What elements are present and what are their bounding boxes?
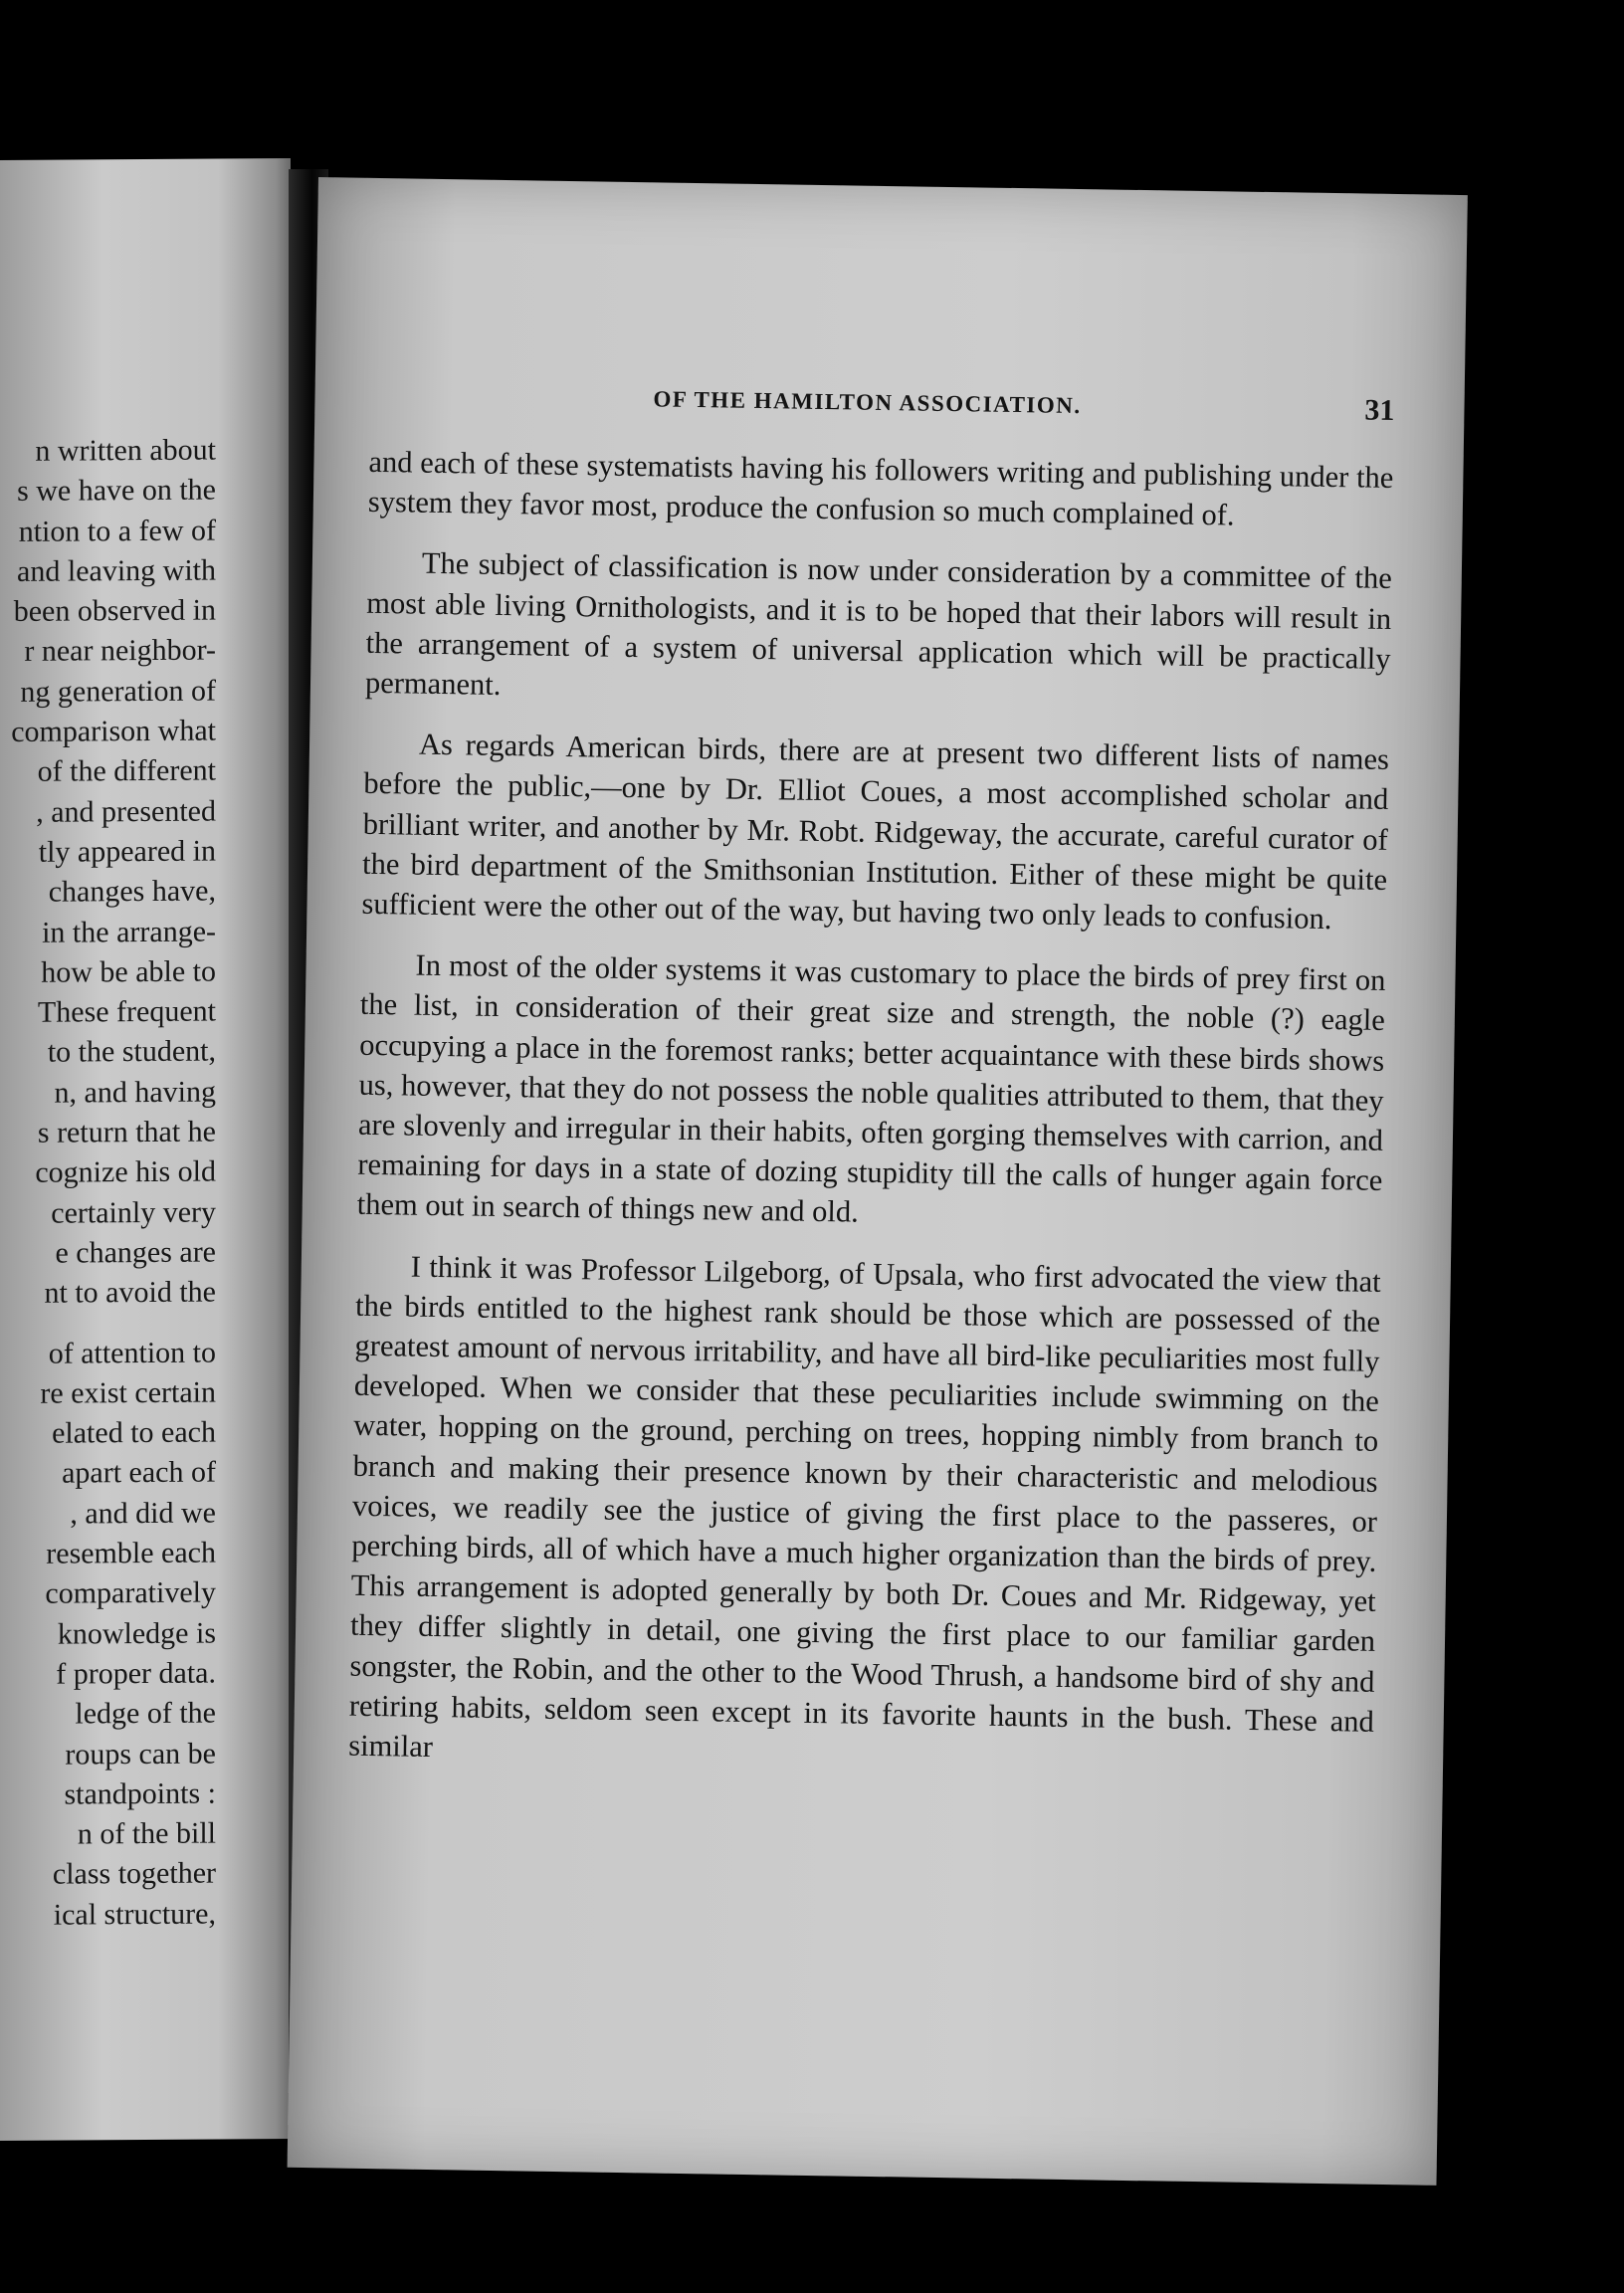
paragraph-1: and each of these systematists having his followers writing and publishing under the system they favor most, produce the confusion so much complained of.	[367, 444, 1394, 532]
left-page-line: knowledge is	[57, 1616, 216, 1651]
left-page-line: of the different	[37, 753, 216, 789]
left-page-line: f proper data.	[56, 1656, 216, 1691]
left-page-line: to the student,	[47, 1034, 216, 1070]
left-page-line: in the arrange-	[42, 915, 216, 949]
left-page-line: ledge of the	[75, 1696, 216, 1731]
left-page-line: and leaving with	[17, 553, 216, 588]
running-head: OF THE HAMILTON ASSOCIATION.	[653, 386, 1082, 419]
left-page-line: These frequent	[37, 994, 216, 1029]
left-page-line: elated to each	[52, 1415, 216, 1450]
left-page-line: ntion to a few of	[18, 514, 216, 548]
paragraph-2: The subject of classification is now under consideration by a committee of the most able living Ornithologists, and it is to be hoped that their labors will result in the arrangement of a system of universal application which will be practically permanent.	[364, 546, 1393, 702]
left-page-line: been observed in	[13, 593, 216, 629]
right-page	[288, 177, 1468, 2186]
left-page-line: nt to avoid the	[44, 1275, 216, 1310]
left-page-line: class together	[52, 1856, 216, 1892]
paragraph-5: I think it was Professor Lilgeborg, of Upsala, who first advocated the view that the birds entitled to the highest rank should be those which are possessed of the greatest amount of nervous irritability, and have all bird-like peculiarities most fully developed. When we consider that these peculiarities include swimming on the water, hopping on the ground, perching on trees, hopping nimbly from branch to branch and making their presence known by their characteristic and melodious voices, we readily see the justice of giving the first place to the passeres, or perching birds, all of which have a much higher organization than the birds of prey. This arrangement is adopted generally by both Dr. Coues and Mr. Ridgeway, yet they differ slightly in detail, one giving the first place to our familiar garden songster, the Robin, and the other to the Wood Thrush, a handsome bird of shy and retiring habits, seldom seen except in its favorite haunts in the bush. These and similar	[347, 1249, 1381, 1765]
left-page-line: r near neighbor-	[24, 633, 216, 669]
paragraph-4: In most of the older systems it was customary to place the birds of prey first on the list, in consideration of their great size and strength, the noble (?) eagle occupying a place in the foremost ranks; better acquaintance with these birds shows us, however, that they do not possess the noble qualities attributed to them, that they are slovenly and irregular in their habits, often gorging themselves with carrion, and remaining for days in a state of dozing stupidity till the calls of hunger again force them out in search of things new and old.	[356, 947, 1386, 1230]
left-page-line: s we have on the	[17, 473, 216, 509]
page-header	[369, 382, 1395, 438]
left-page-line: e changes are	[55, 1235, 216, 1270]
page-number: 31	[1364, 393, 1395, 428]
left-page-line: , and did we	[70, 1496, 216, 1531]
left-page-line: ng generation of	[20, 674, 216, 709]
left-page-line: tly appeared in	[38, 834, 216, 869]
left-page-line: cognize his old	[35, 1154, 216, 1190]
left-page-text	[0, 431, 216, 1938]
paragraph-3: As regards American birds, there are at present two different lists of names before the public,—one by Dr. Elliot Coues, a most accomplished scholar and brilliant writer, and another by Mr. Robt. Ridgeway, the accurate, careful curator of the bird department of the Smithsonian Institution. Either of these might be quite sufficient were the other out of the way, but having two only leads to confusion.	[361, 727, 1390, 937]
left-page-line: resemble each	[46, 1536, 216, 1570]
left-page-line: of attention to	[48, 1336, 216, 1370]
left-page-line: certainly very	[51, 1195, 216, 1230]
left-page-line: roups can be	[65, 1737, 216, 1772]
left-page-line: ical structure,	[53, 1897, 216, 1932]
left-page-line: n of the bill	[77, 1816, 216, 1851]
left-page-line: n written about	[35, 433, 216, 468]
left-page-line: how be able to	[41, 954, 216, 989]
left-page-line: apart each of	[62, 1455, 216, 1491]
left-page	[0, 158, 291, 2141]
left-page-line: n, and having	[54, 1075, 216, 1110]
left-page-line: re exist certain	[40, 1375, 216, 1410]
left-page-line: , and presented	[36, 794, 216, 829]
left-page-line: standpoints :	[64, 1776, 216, 1811]
left-page-line: comparison what	[11, 714, 216, 749]
left-page-line: s return that he	[37, 1115, 216, 1149]
page-body	[348, 442, 1394, 1802]
left-page-line: comparatively	[45, 1575, 216, 1611]
left-page-line: changes have,	[48, 874, 216, 909]
